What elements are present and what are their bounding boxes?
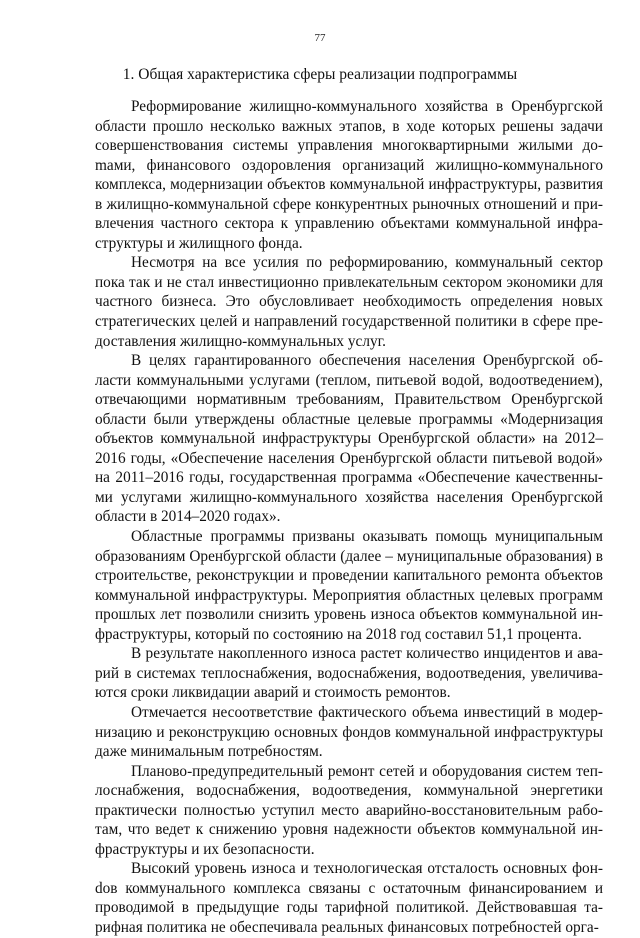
page-number: 77 [314,32,326,44]
paragraph: Областные программы призваны оказывать помощь муниципальным образованиям Оренбургской области (далее – муниципальные образования) в строительстве, реконструкции и проведении капитального ремонта объектов коммунальной инфраструктуры. Мероприятия областных целевых программ прошлых лет позволили снизить уровень износа объектов коммунальной инфраструктуры, который по состоянию на 2018 год составил 51,1 процента. [95,528,603,643]
paragraph: Планово-предупредительный ремонт сетей и оборудования систем теплоснабжения, водоснабжения, водоотведения, коммунальной энергетики практически полностью уступил место аварийно-восстановительным работам, что ведет к снижению уровня надежности объектов коммунальной инфраструктуры и их безопасности. [95,762,603,858]
paragraph: Высокий уровень износа и технологическая отсталость основных фонdов коммунального комплекса связаны с остаточным финансированием и проводимой в предыдущие годы тарифной политикой. Действовавшая тарифная политика не обеспечивала реальных финансовых потребностей орга- [95,860,603,936]
section-title: 1. Общая характеристика сферы реализации подпрограммы [122,66,518,83]
paragraph: Несмотря на все усилия по реформированию, коммунальный сектор пока так и не стал инвестиционно привлекательным сектором экономики для частного бизнеса. Это обусловливает необходимость определения новых стратегических целей и направлений государственной политики в сфере предоставления жилищно-коммунальных услуг. [95,254,603,350]
paragraph: Отмечается несоответствие фактического объема инвестиций в модернизацию и реконструкцию основных фондов коммунальной инфраструктуры даже минимальным потребностям. [95,703,603,761]
body-text [95,97,603,938]
paragraph: Реформирование жилищно-коммунального хозяйства в Оренбургской области прошло несколько важных этапов, в ходе которых решены задачи совершенствования системы управления многоквартирными жилыми доmами, финансового оздоровления организаций жилищно-коммунального комплекса, модернизации объектов коммунальной инфраструктуры, развития в жилищно-коммунальной сфере конкурентных рыночных отношений и привлечения частного сектора к управлению объектами коммунальной инфраструктуры и жилищного фонда. [95,98,603,252]
paragraph: В целях гарантированного обеспечения населения Оренбургской области коммунальными услугами (теплом, питьевой водой, водоотведением), отвечающими нормативным требованиям, Правительством Оренбургской области были утверждены областные целевые программы «Модернизация объектов коммунальной инфраструктуры Оренбургской области» на 2012–2016 годы, «Обеспечение населения Оренбургской области питьевой водой» на 2011–2016 годы, государственная программа «Обеспечение качественными услугами жилищно-коммунального хозяйства населения Оренбургской области в 2014–2020 годах». [95,352,603,526]
paragraph: В результате накопленного износа растет количество инцидентов и аварий в системах теплоснабжения, водоснабжения, водоотведения, увеличиваются сроки ликвидации аварий и стоимость ремонтов. [95,645,603,702]
